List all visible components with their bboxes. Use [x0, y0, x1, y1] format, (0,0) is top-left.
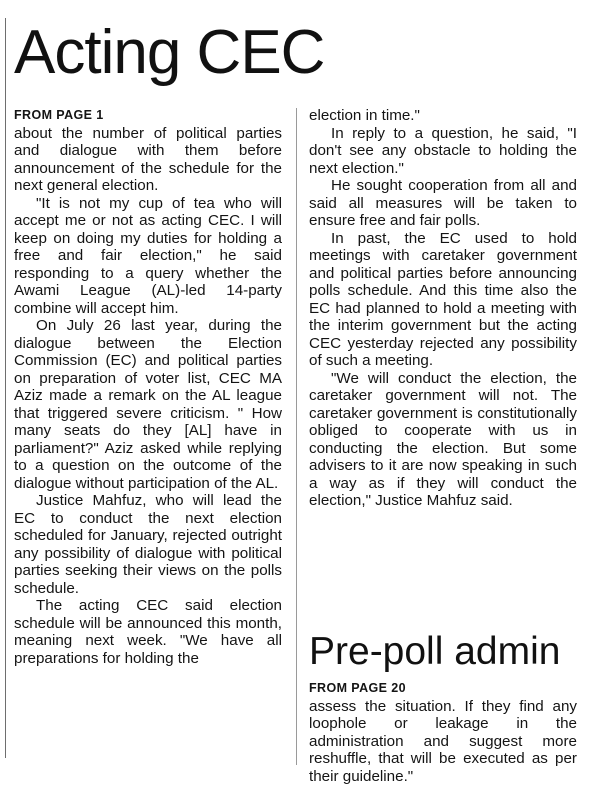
left-column-rule [5, 18, 6, 758]
headline-pre-poll-admin: Pre-poll admin [309, 626, 560, 678]
column-divider [296, 108, 297, 765]
story-paragraph: Justice Mahfuz, who will lead the EC to conduct the next election scheduled for January, rejected outright any possibility of dialogue with political parties seeking their views on the polls schedule. [14, 492, 282, 597]
story-paragraph: election in time." [309, 107, 577, 125]
story-paragraph: "We will conduct the election, the caretaker government will not. The caretaker government is constitutionally obliged to cooperate with us in conducting the election. But some advisers to it are now speaking in such a way as if they will conduct the election," Justice Mahfuz said. [309, 370, 577, 510]
story-paragraph: assess the situation. If they find any loophole or leakage in the administration and suggest more reshuffle, that will be executed as per their guideline." [309, 698, 577, 785]
jump-line-from-page-20: FROM PAGE 20 [309, 680, 577, 698]
story-column-3 [309, 680, 577, 765]
story-column-2 [309, 107, 577, 612]
story-column-1 [14, 107, 282, 765]
story-paragraph: The acting CEC said election schedule will be announced this month, meaning next week. "We have all preparations for holding the [14, 597, 282, 667]
story-paragraph: In reply to a question, he said, "I don't see any obstacle to holding the next election." [309, 125, 577, 178]
story-paragraph: He sought cooperation from all and said all measures will be taken to ensure free and fair polls. [309, 177, 577, 230]
story-paragraph: about the number of political parties and dialogue with them before announcement of the schedule for the next general election. [14, 125, 282, 195]
story-paragraph: "It is not my cup of tea who will accept me or not as acting CEC. I will keep on doing my duties for holding a free and fair election," he said responding to a query whether the Awami League (AL)-led 14-party combine will accept him. [14, 195, 282, 318]
story-paragraph: In past, the EC used to hold meetings with caretaker government and political parties before announcing polls schedule. And this time also the EC had planned to hold a meeting with the interim government but the acting CEC yesterday rejected any possibility of such a meeting. [309, 230, 577, 370]
headline-acting-cec: Acting CEC [14, 14, 324, 92]
jump-line-from-page-1: FROM PAGE 1 [14, 107, 282, 125]
story-paragraph: On July 26 last year, during the dialogue between the Election Commission (EC) and political parties on preparation of voter list, CEC MA Aziz made a remark on the AL league that triggered severe criticism. " How many seats do they [AL] have in parliament?" Aziz asked while replying to a question on the outcome of the dialogue without participation of the AL. [14, 317, 282, 492]
